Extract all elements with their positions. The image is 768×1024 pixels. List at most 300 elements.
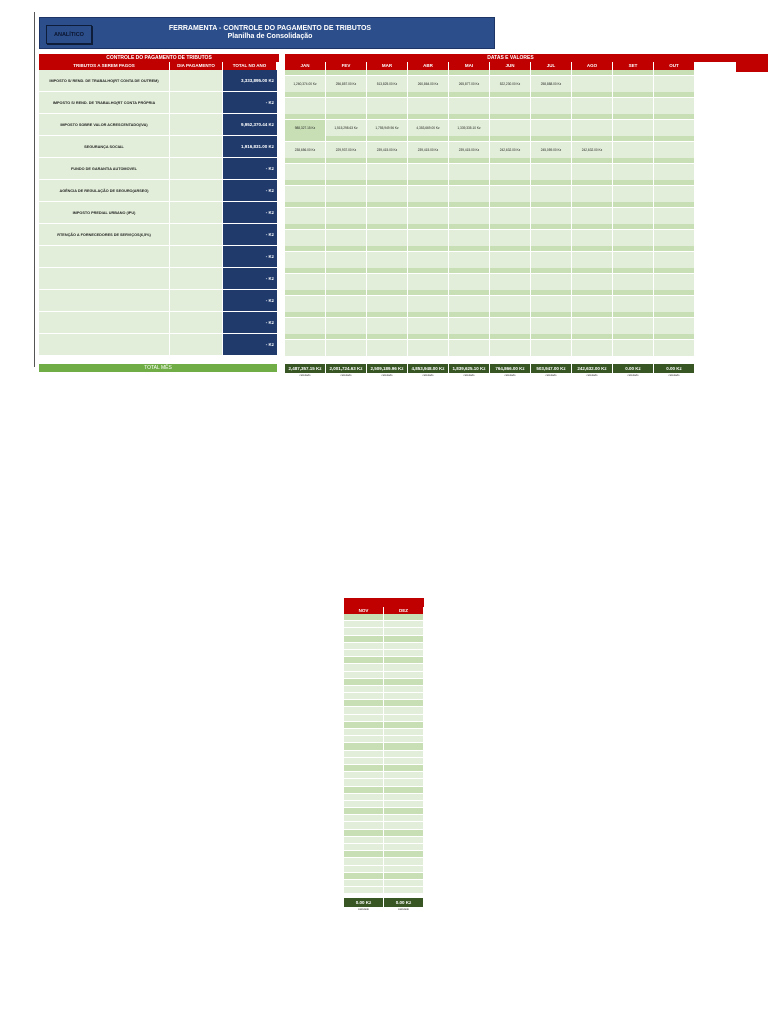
col-total-header: TOTAL NO ANO	[223, 62, 277, 70]
value-cell[interactable]: 1,260,374.00 Kz	[285, 70, 326, 92]
nov-value-cell[interactable]	[344, 837, 384, 844]
value-cell[interactable]	[572, 224, 613, 246]
nov-value-cell[interactable]	[344, 722, 384, 729]
values-grid	[285, 70, 736, 356]
value-cell[interactable]	[613, 180, 654, 202]
nov-value-cell[interactable]	[344, 736, 384, 743]
col-tributos-header: TRIBUTOS A SEREM PAGOS	[39, 62, 170, 70]
month-total-value: 0.00 Kz	[344, 898, 383, 907]
dez-value-cell[interactable]	[384, 873, 424, 880]
month-total	[408, 364, 449, 378]
value-cell[interactable]	[613, 158, 654, 180]
value-cell[interactable]	[490, 180, 531, 202]
dez-value-cell[interactable]	[384, 686, 424, 693]
month-header-abr: ABR	[408, 62, 449, 70]
value-cell[interactable]	[285, 334, 326, 356]
nov-value-cell[interactable]	[344, 672, 384, 679]
value-cell[interactable]	[408, 290, 449, 312]
dez-value-cell[interactable]	[384, 614, 424, 621]
dez-value-cell[interactable]	[384, 765, 424, 772]
red-marker	[736, 54, 768, 72]
dez-value-cell[interactable]	[384, 700, 424, 707]
dez-value-cell[interactable]	[384, 801, 424, 808]
nov-value-cell[interactable]	[344, 830, 384, 837]
value-cell[interactable]: 242,632.00 Kz	[490, 136, 531, 158]
value-cell[interactable]	[367, 224, 408, 246]
value-cell[interactable]	[613, 290, 654, 312]
nov-value-cell[interactable]	[344, 628, 384, 635]
value-cell[interactable]	[613, 224, 654, 246]
value-cell[interactable]: 258,888.00 Kz	[531, 70, 572, 92]
dez-value-cell[interactable]	[384, 858, 424, 865]
value-cell[interactable]	[490, 312, 531, 334]
nov-dez-row	[344, 736, 424, 743]
dez-value-cell[interactable]	[384, 779, 424, 786]
month-total-note: calculado	[627, 374, 639, 377]
value-cell[interactable]	[449, 290, 490, 312]
value-cell[interactable]	[367, 202, 408, 224]
value-cell[interactable]	[326, 180, 367, 202]
value-cell[interactable]	[531, 202, 572, 224]
value-cell[interactable]: 245,059.00 Kz	[531, 136, 572, 158]
value-cell[interactable]	[572, 202, 613, 224]
value-cell[interactable]	[613, 246, 654, 268]
nov-dez-row	[344, 851, 424, 858]
value-cell[interactable]	[654, 224, 695, 246]
value-cell[interactable]: 242,632.00 Kz	[572, 136, 613, 158]
value-cell[interactable]	[531, 334, 572, 356]
nov-dez-row	[344, 729, 424, 736]
dez-value-cell[interactable]	[384, 844, 424, 851]
nov-dez-row	[344, 765, 424, 772]
nov-dez-row	[344, 722, 424, 729]
value-cell[interactable]	[408, 202, 449, 224]
dez-value-cell[interactable]	[384, 715, 424, 722]
nov-value-cell[interactable]	[344, 866, 384, 873]
value-cell[interactable]	[654, 202, 695, 224]
value-cell[interactable]	[285, 92, 326, 114]
value-cell[interactable]	[408, 312, 449, 334]
value-cell[interactable]	[572, 92, 613, 114]
value-cell[interactable]	[572, 180, 613, 202]
dez-value-cell[interactable]	[384, 851, 424, 858]
value-cell[interactable]	[572, 290, 613, 312]
value-cell[interactable]: 256,857.00 Kz	[326, 70, 367, 92]
value-cell[interactable]	[449, 246, 490, 268]
value-cell[interactable]	[572, 114, 613, 136]
dez-value-cell[interactable]	[384, 887, 424, 894]
dez-value-cell[interactable]	[384, 808, 424, 815]
dez-value-cell[interactable]	[384, 636, 424, 643]
month-total-value: 0.00 Kz	[613, 364, 653, 373]
value-cell[interactable]	[654, 114, 695, 136]
dez-value-cell[interactable]	[384, 815, 424, 822]
nov-value-cell[interactable]	[344, 765, 384, 772]
value-cell[interactable]: 239,415.00 Kz	[449, 136, 490, 158]
value-cell[interactable]	[490, 114, 531, 136]
tributo-name	[39, 290, 170, 311]
value-cell[interactable]: 239,415.00 Kz	[408, 136, 449, 158]
dia-pagamento-cell[interactable]	[170, 246, 223, 267]
value-cell[interactable]: 513,825.00 Kz	[367, 70, 408, 92]
value-cell[interactable]	[367, 334, 408, 356]
month-header-mai: MAI	[449, 62, 490, 70]
value-cell[interactable]	[326, 246, 367, 268]
tributo-row	[39, 136, 279, 158]
value-cell[interactable]	[326, 312, 367, 334]
value-cell[interactable]	[572, 246, 613, 268]
value-cell[interactable]	[531, 246, 572, 268]
total-ano-cell: - Kz	[223, 312, 277, 333]
month-total-value: 0.00 Kz	[384, 898, 423, 907]
value-cell[interactable]	[531, 224, 572, 246]
nov-value-cell[interactable]	[344, 794, 384, 801]
value-cell[interactable]	[613, 334, 654, 356]
value-cell[interactable]	[326, 290, 367, 312]
tributo-row	[39, 246, 279, 268]
dia-pagamento-cell[interactable]	[170, 136, 223, 157]
nov-dez-row	[344, 751, 424, 758]
value-cell[interactable]: 260,864.00 Kz	[408, 70, 449, 92]
value-cell[interactable]	[490, 334, 531, 356]
value-cell[interactable]	[326, 334, 367, 356]
nov-dez-row	[344, 693, 424, 700]
dez-value-cell[interactable]	[384, 650, 424, 657]
tributo-name	[39, 334, 170, 355]
value-cell[interactable]	[285, 268, 326, 290]
nov-value-cell[interactable]	[344, 858, 384, 865]
dez-value-cell[interactable]	[384, 830, 424, 837]
month-total-note: calculado	[504, 374, 516, 377]
nov-value-cell[interactable]	[344, 787, 384, 794]
value-cell[interactable]	[654, 312, 695, 334]
value-cell[interactable]	[531, 92, 572, 114]
nov-value-cell[interactable]	[344, 650, 384, 657]
dez-value-cell[interactable]	[384, 751, 424, 758]
nov-dez-row	[344, 628, 424, 635]
dez-value-cell[interactable]	[384, 736, 424, 743]
value-cell[interactable]	[490, 158, 531, 180]
dia-pagamento-cell[interactable]	[170, 92, 223, 113]
value-cell[interactable]	[490, 224, 531, 246]
nov-value-cell[interactable]	[344, 779, 384, 786]
nov-value-cell[interactable]	[344, 664, 384, 671]
nov-value-cell[interactable]	[344, 743, 384, 750]
value-cell[interactable]	[572, 312, 613, 334]
dia-pagamento-cell[interactable]	[170, 70, 223, 91]
value-cell[interactable]	[326, 202, 367, 224]
value-cell[interactable]: 229,937.00 Kz	[326, 136, 367, 158]
value-cell[interactable]	[654, 268, 695, 290]
value-cell[interactable]	[531, 180, 572, 202]
nov-value-cell[interactable]	[344, 729, 384, 736]
month-total	[384, 898, 424, 912]
value-cell[interactable]: 1,339,335.10 Kz	[449, 114, 490, 136]
nov-dez-row	[344, 794, 424, 801]
value-cell[interactable]	[285, 202, 326, 224]
nov-dez-row	[344, 822, 424, 829]
dia-pagamento-cell[interactable]	[170, 180, 223, 201]
dez-value-cell[interactable]	[384, 664, 424, 671]
month-totals-row	[285, 364, 695, 378]
dez-value-cell[interactable]	[384, 657, 424, 664]
nov-value-cell[interactable]	[344, 758, 384, 765]
value-cell[interactable]	[490, 202, 531, 224]
nov-value-cell[interactable]	[344, 700, 384, 707]
value-cell[interactable]: 988,327.15 Kz	[285, 114, 326, 136]
value-cell[interactable]	[654, 180, 695, 202]
value-cell[interactable]	[367, 290, 408, 312]
nov-value-cell[interactable]	[344, 614, 384, 621]
value-cell[interactable]	[367, 246, 408, 268]
month-total	[490, 364, 531, 378]
value-cell[interactable]	[367, 158, 408, 180]
dia-pagamento-cell[interactable]	[170, 290, 223, 311]
month-header-nov: NOV	[344, 607, 384, 614]
value-cell[interactable]	[367, 312, 408, 334]
nov-dez-row	[344, 679, 424, 686]
value-cell[interactable]	[572, 268, 613, 290]
value-cell[interactable]	[326, 224, 367, 246]
tributo-row	[39, 92, 279, 114]
nov-dez-row	[344, 614, 424, 621]
nov-dez-row	[344, 643, 424, 650]
value-cell[interactable]	[531, 268, 572, 290]
value-cell[interactable]	[654, 246, 695, 268]
tributo-row	[39, 224, 279, 246]
value-cell[interactable]	[490, 290, 531, 312]
dez-value-cell[interactable]	[384, 837, 424, 844]
nov-dez-row	[344, 686, 424, 693]
nov-value-cell[interactable]	[344, 707, 384, 714]
tributo-name	[39, 268, 170, 289]
dez-value-cell[interactable]	[384, 743, 424, 750]
nov-value-cell[interactable]	[344, 636, 384, 643]
total-ano-cell: - Kz	[223, 268, 277, 289]
value-cell[interactable]	[408, 246, 449, 268]
value-cell[interactable]	[613, 136, 654, 158]
dez-value-cell[interactable]	[384, 772, 424, 779]
dez-value-cell[interactable]	[384, 880, 424, 887]
month-total-note: calculado	[463, 374, 475, 377]
value-cell[interactable]	[613, 202, 654, 224]
value-cell[interactable]	[449, 92, 490, 114]
value-cell[interactable]	[531, 158, 572, 180]
nov-dez-row	[344, 758, 424, 765]
value-cell[interactable]	[531, 114, 572, 136]
nov-dez-row	[344, 700, 424, 707]
value-cell[interactable]	[613, 92, 654, 114]
value-cell[interactable]	[531, 290, 572, 312]
nov-value-cell[interactable]	[344, 880, 384, 887]
value-cell[interactable]: 265,877.00 Kz	[449, 70, 490, 92]
value-cell[interactable]: 1,755,949.96 Kz	[367, 114, 408, 136]
nov-value-cell[interactable]	[344, 643, 384, 650]
value-row	[285, 114, 736, 136]
month-total-note: calculado	[340, 374, 352, 377]
value-cell[interactable]	[654, 92, 695, 114]
value-cell[interactable]	[490, 92, 531, 114]
month-total-value: 1,839,625.10 Kz	[449, 364, 489, 373]
value-cell[interactable]	[285, 246, 326, 268]
value-row	[285, 334, 736, 356]
nov-dez-row	[344, 657, 424, 664]
nov-value-cell[interactable]	[344, 808, 384, 815]
tributo-row	[39, 114, 279, 136]
value-cell[interactable]	[367, 180, 408, 202]
value-cell[interactable]	[572, 70, 613, 92]
dia-pagamento-cell[interactable]	[170, 114, 223, 135]
nov-dez-row	[344, 858, 424, 865]
dez-value-cell[interactable]	[384, 679, 424, 686]
value-cell[interactable]	[613, 268, 654, 290]
value-cell[interactable]	[572, 158, 613, 180]
value-row	[285, 268, 736, 290]
value-cell[interactable]	[367, 92, 408, 114]
month-total-note: calculado	[668, 374, 680, 377]
nov-value-cell[interactable]	[344, 873, 384, 880]
dia-pagamento-cell[interactable]	[170, 268, 223, 289]
value-cell[interactable]: 4,353,669.00 Kz	[408, 114, 449, 136]
dez-value-cell[interactable]	[384, 758, 424, 765]
value-cell[interactable]: 522,230.00 Kz	[490, 70, 531, 92]
nov-value-cell[interactable]	[344, 801, 384, 808]
total-ano-cell: 9,952,370.44 Kz	[223, 114, 277, 135]
value-cell[interactable]	[326, 92, 367, 114]
value-cell[interactable]	[408, 224, 449, 246]
dez-value-cell[interactable]	[384, 693, 424, 700]
datas-valores-title: DATAS E VALORES	[285, 54, 736, 62]
dia-pagamento-cell[interactable]	[170, 158, 223, 179]
nov-dez-row	[344, 672, 424, 679]
nov-value-cell[interactable]	[344, 851, 384, 858]
value-cell[interactable]	[285, 290, 326, 312]
value-cell[interactable]	[654, 70, 695, 92]
dez-value-cell[interactable]	[384, 621, 424, 628]
value-cell[interactable]	[449, 158, 490, 180]
value-cell[interactable]	[449, 202, 490, 224]
value-cell[interactable]: 239,415.00 Kz	[367, 136, 408, 158]
analitico-button[interactable]: ANALÍTICO	[46, 25, 92, 44]
value-row	[285, 136, 736, 158]
month-total-note: calculado	[586, 374, 598, 377]
nov-value-cell[interactable]	[344, 657, 384, 664]
value-cell[interactable]: 1,515,298.63 Kz	[326, 114, 367, 136]
value-cell[interactable]	[490, 268, 531, 290]
dez-value-cell[interactable]	[384, 672, 424, 679]
total-ano-cell: - Kz	[223, 92, 277, 113]
dez-value-cell[interactable]	[384, 722, 424, 729]
tributo-name: FUNDO DE GARANTIA AUTOMOVEL	[39, 158, 170, 179]
dia-pagamento-cell[interactable]	[170, 334, 223, 355]
nov-value-cell[interactable]	[344, 887, 384, 894]
value-cell[interactable]	[654, 136, 695, 158]
month-header-fev: FEV	[326, 62, 367, 70]
tributo-row	[39, 180, 279, 202]
value-cell[interactable]	[654, 158, 695, 180]
value-cell[interactable]	[449, 334, 490, 356]
dez-value-cell[interactable]	[384, 787, 424, 794]
nov-dez-row	[344, 815, 424, 822]
dez-value-cell[interactable]	[384, 822, 424, 829]
page-subtitle: Planilha de Consolidação	[227, 33, 313, 40]
month-total	[572, 364, 613, 378]
nov-value-cell[interactable]	[344, 715, 384, 722]
nov-value-cell[interactable]	[344, 621, 384, 628]
value-cell[interactable]	[367, 268, 408, 290]
col-dia-header: DIA PAGAMENTO	[170, 62, 223, 70]
value-cell[interactable]	[449, 224, 490, 246]
value-cell[interactable]	[408, 334, 449, 356]
value-cell[interactable]: 238,656.00 Kz	[285, 136, 326, 158]
value-row	[285, 202, 736, 224]
value-cell[interactable]	[572, 334, 613, 356]
nov-value-cell[interactable]	[344, 751, 384, 758]
value-cell[interactable]	[449, 268, 490, 290]
dez-value-cell[interactable]	[384, 628, 424, 635]
value-cell[interactable]	[613, 70, 654, 92]
dez-value-cell[interactable]	[384, 707, 424, 714]
dez-value-cell[interactable]	[384, 794, 424, 801]
dia-pagamento-cell[interactable]	[170, 312, 223, 333]
month-header-mar: MAR	[367, 62, 408, 70]
nov-dez-row	[344, 866, 424, 873]
dia-pagamento-cell[interactable]	[170, 224, 223, 245]
tributo-name: AGÊNCIA DE REGULAÇÃO DE SEGURO(ARSEG)	[39, 180, 170, 201]
value-cell[interactable]	[285, 312, 326, 334]
value-cell[interactable]	[326, 268, 367, 290]
nov-dez-row	[344, 650, 424, 657]
value-cell[interactable]	[408, 268, 449, 290]
value-cell[interactable]	[654, 334, 695, 356]
dez-value-cell[interactable]	[384, 643, 424, 650]
value-row	[285, 290, 736, 312]
value-cell[interactable]	[326, 158, 367, 180]
tributo-name	[39, 312, 170, 333]
nov-value-cell[interactable]	[344, 815, 384, 822]
nov-value-cell[interactable]	[344, 822, 384, 829]
nov-dez-row	[344, 837, 424, 844]
value-cell[interactable]	[408, 158, 449, 180]
value-cell[interactable]	[408, 180, 449, 202]
dia-pagamento-cell[interactable]	[170, 202, 223, 223]
value-cell[interactable]	[531, 312, 572, 334]
nov-value-cell[interactable]	[344, 686, 384, 693]
nov-value-cell[interactable]	[344, 679, 384, 686]
value-cell[interactable]	[285, 158, 326, 180]
value-cell[interactable]	[449, 180, 490, 202]
total-ano-cell: - Kz	[223, 246, 277, 267]
value-cell[interactable]	[490, 246, 531, 268]
value-cell[interactable]	[285, 224, 326, 246]
value-cell[interactable]	[449, 312, 490, 334]
nov-value-cell[interactable]	[344, 772, 384, 779]
dez-value-cell[interactable]	[384, 729, 424, 736]
value-cell[interactable]	[408, 92, 449, 114]
value-cell[interactable]	[285, 180, 326, 202]
value-cell[interactable]	[613, 312, 654, 334]
dez-value-cell[interactable]	[384, 866, 424, 873]
month-header-jan: JAN	[285, 62, 326, 70]
value-cell[interactable]	[613, 114, 654, 136]
nov-value-cell[interactable]	[344, 693, 384, 700]
nov-dez-grid	[344, 614, 424, 894]
total-ano-cell: - Kz	[223, 158, 277, 179]
nov-dez-row	[344, 801, 424, 808]
value-cell[interactable]	[654, 290, 695, 312]
nov-dez-row	[344, 743, 424, 750]
nov-value-cell[interactable]	[344, 844, 384, 851]
